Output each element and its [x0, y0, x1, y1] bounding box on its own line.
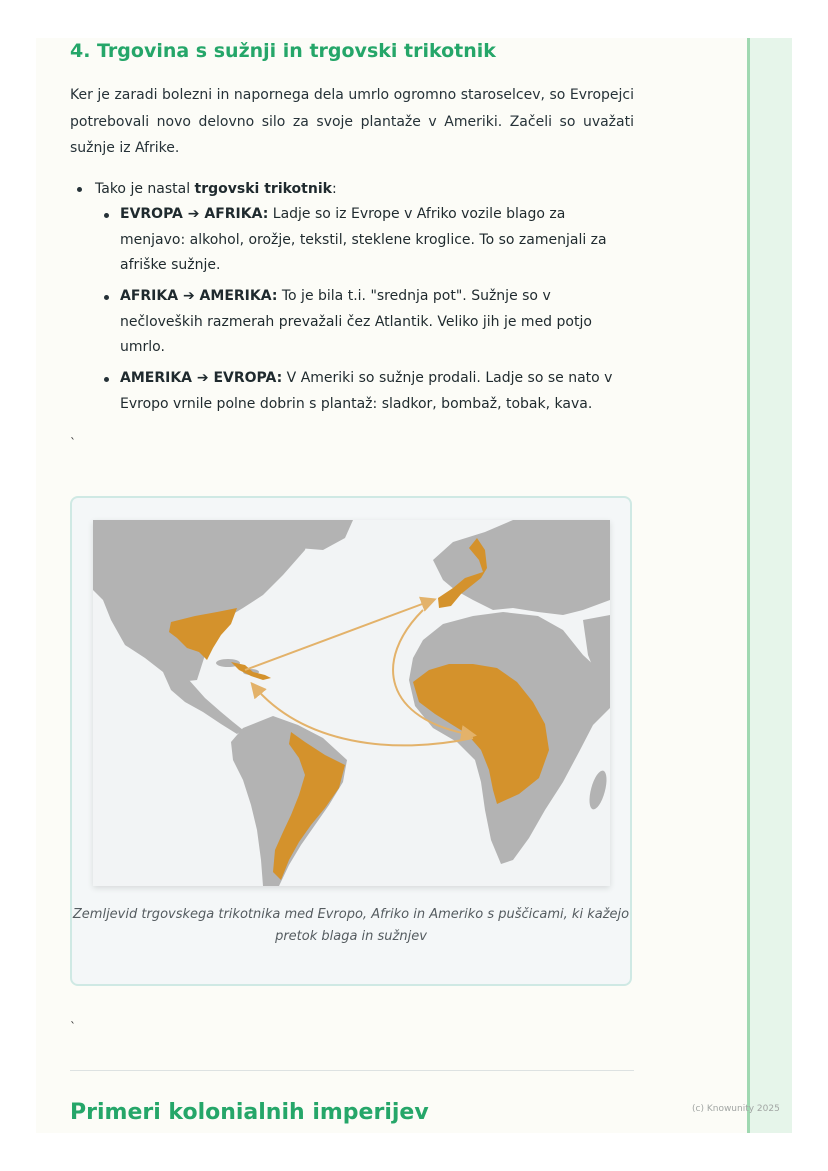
- watermark: (c) Knowunity 2025: [692, 1104, 780, 1114]
- map-svg: [93, 520, 610, 886]
- next-section-title: Primeri kolonialnih imperijev: [70, 1100, 429, 1125]
- side-margin-band: [750, 38, 792, 1133]
- stray-backtick: `: [70, 436, 76, 450]
- lead-bold: trgovski trikotnik: [194, 181, 332, 197]
- lead-end: :: [331, 181, 337, 197]
- sub-item-america-europe: [95, 366, 625, 417]
- sub-item-text: V Ameriki so sužnje prodali. Ladje so se nato v Evropo vrnile polne dobrin s plantaž: sladkor, bombaž, tobak, kava.: [120, 370, 613, 412]
- intro-paragraph: Ker je zaradi bolezni in napornega dela umrlo ogromno staroselcev, so Evropejci potrebovali novo delovno silo za svoje plantaže v Ameriki. Začeli so uvažati sužnje iz Afrike.: [70, 87, 634, 156]
- stray-backtick: `: [70, 1020, 76, 1034]
- sub-list: [95, 202, 634, 417]
- sub-item-title: AFRIKA ➔ AMERIKA:: [120, 288, 278, 304]
- sub-item-text: To je bila t.i. "srednja pot". Sužnje so v nečloveških razmerah prevažali čez Atlantik. Veliko jih je med potjo umrlo.: [120, 288, 592, 355]
- sub-item-title: EVROPA ➔ AFRIKA:: [120, 206, 269, 222]
- trade-triangle-map: [93, 520, 610, 886]
- sub-item-text: Ladje so iz Evrope v Afriko vozile blago za menjavo: alkohol, orožje, tekstil, steklene kroglice. To so zamenjali za afriške sužnje.: [120, 206, 607, 273]
- figure-caption: Zemljevid trgovskega trikotnika med Evropo, Afriko in Ameriko s puščicami, ki kažejo pretok blaga in sužnjev: [72, 907, 630, 944]
- figure-box: [70, 496, 632, 986]
- sub-item-africa-america: [95, 284, 625, 361]
- section-divider: [70, 1070, 634, 1071]
- sub-item-europe-africa: [95, 202, 625, 279]
- lead-text: Tako je nastal: [95, 181, 195, 197]
- sub-item-title: AMERIKA ➔ EVROPA:: [120, 370, 283, 386]
- bullet-list: [70, 176, 634, 423]
- section-title: 4. Trgovina s sužnji in trgovski trikotnik: [70, 40, 496, 62]
- list-item-trade-triangle: [70, 176, 634, 417]
